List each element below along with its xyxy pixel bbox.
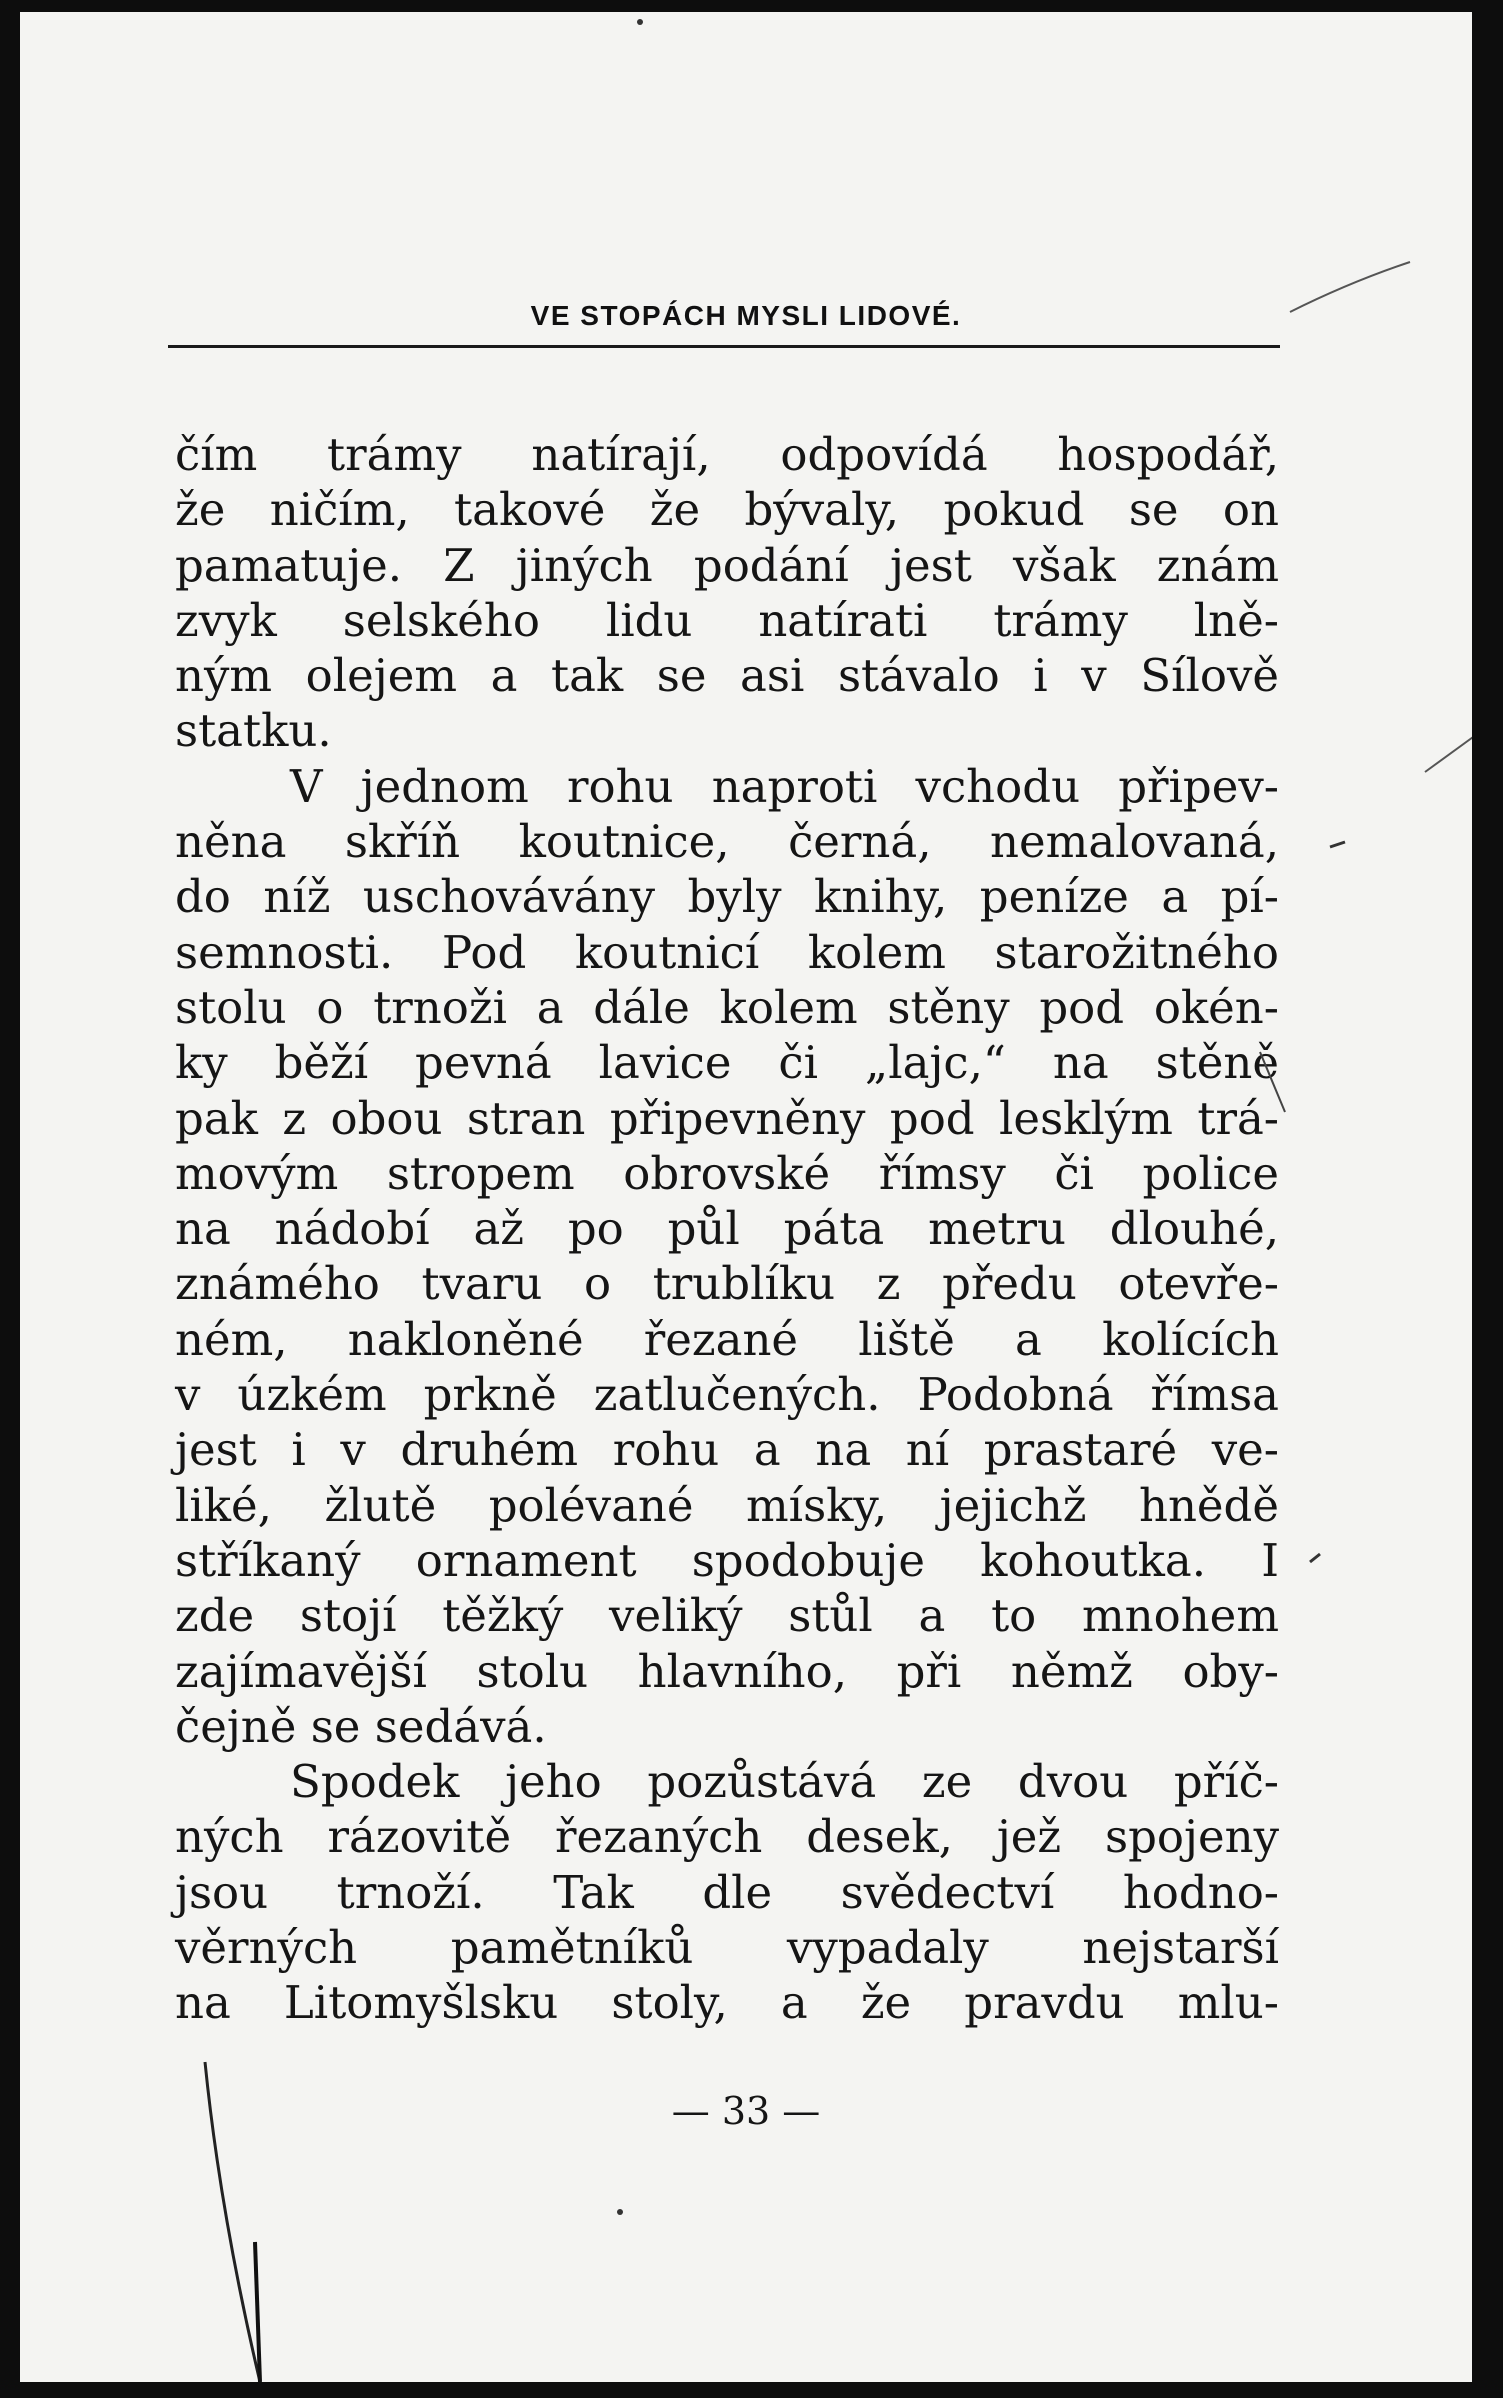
text-line: na Litomyšlsku stoly, a že pravdu mlu- (175, 1976, 1279, 2030)
text-line: ným olejem a tak se asi stávalo i v Sílově (175, 649, 1279, 703)
text-line: pamatuje. Z jiných podání jest však znám (175, 538, 1279, 592)
text-line: stříkaný ornament spodobuje kohoutka. I (175, 1533, 1279, 1587)
text-line: movým stropem obrovské římsy či police (175, 1146, 1279, 1200)
text-line: semnosti. Pod koutnicí kolem starožitného (175, 925, 1279, 979)
page-number: — 33 — (671, 2089, 821, 2133)
text-line: liké, žlutě polévané mísky, jejichž hnědě (175, 1478, 1279, 1532)
text-line: věrných pamětníků vypadaly nejstarší (175, 1921, 1279, 1975)
scanned-page (20, 12, 1472, 2382)
text-line: že ničím, takové že bývaly, pokud se on (175, 483, 1279, 537)
text-line: jsou trnoží. Tak dle svědectví hodno- (175, 1865, 1279, 1919)
speck-mark (637, 19, 643, 25)
text-line: v úzkém prkně zatlučených. Podobná římsa (175, 1368, 1279, 1422)
text-line: statku. (175, 704, 332, 758)
scan-marks (20, 12, 1472, 2382)
speck-mark (1310, 1554, 1320, 1562)
pencil-stroke-mark (1290, 262, 1410, 312)
pencil-stroke-mark (1260, 1052, 1285, 1112)
text-line: ném, nakloněné řezané liště a kolících (175, 1312, 1279, 1366)
text-line: Spodek jeho pozůstává ze dvou příč- (290, 1755, 1279, 1809)
text-line: ných rázovitě řezaných desek, jež spojeny (175, 1810, 1279, 1864)
text-line: čejně se sedává. (175, 1699, 547, 1753)
text-line: pak z obou stran připevněny pod lesklým trá- (175, 1091, 1279, 1145)
text-line: do níž uschovávány byly knihy, peníze a pí- (175, 870, 1279, 924)
text-line: stolu o trnoži a dále kolem stěny pod okén- (175, 980, 1279, 1034)
text-line: ky běží pevná lavice či „lajc,“ na stěně (175, 1036, 1279, 1090)
speck-mark (1330, 842, 1345, 847)
text-line: zajímavější stolu hlavního, při němž oby- (175, 1644, 1279, 1698)
text-line: jest i v druhém rohu a na ní prastaré ve- (175, 1423, 1279, 1477)
text-line: čím trámy natírají, odpovídá hospodář, (175, 428, 1279, 481)
speck-mark (617, 2209, 623, 2215)
running-head: VE STOPÁCH MYSLI LIDOVÉ. (530, 300, 962, 331)
text-line: na nádobí až po půl páta metru dlouhé, (175, 1202, 1279, 1256)
text-line: zde stojí těžký veliký stůl a to mnohem (175, 1589, 1279, 1643)
pencil-stroke-mark (205, 2062, 260, 2382)
pencil-stroke-mark (1425, 732, 1472, 772)
text-line: zvyk selského lidu natírati trámy lně- (175, 593, 1279, 647)
text-line: něna skříň koutnice, černá, nemalovaná, (175, 815, 1279, 869)
text-line: známého tvaru o trublíku z předu otevře- (175, 1257, 1279, 1311)
text-line: V jednom rohu naproti vchodu připev- (290, 759, 1279, 813)
